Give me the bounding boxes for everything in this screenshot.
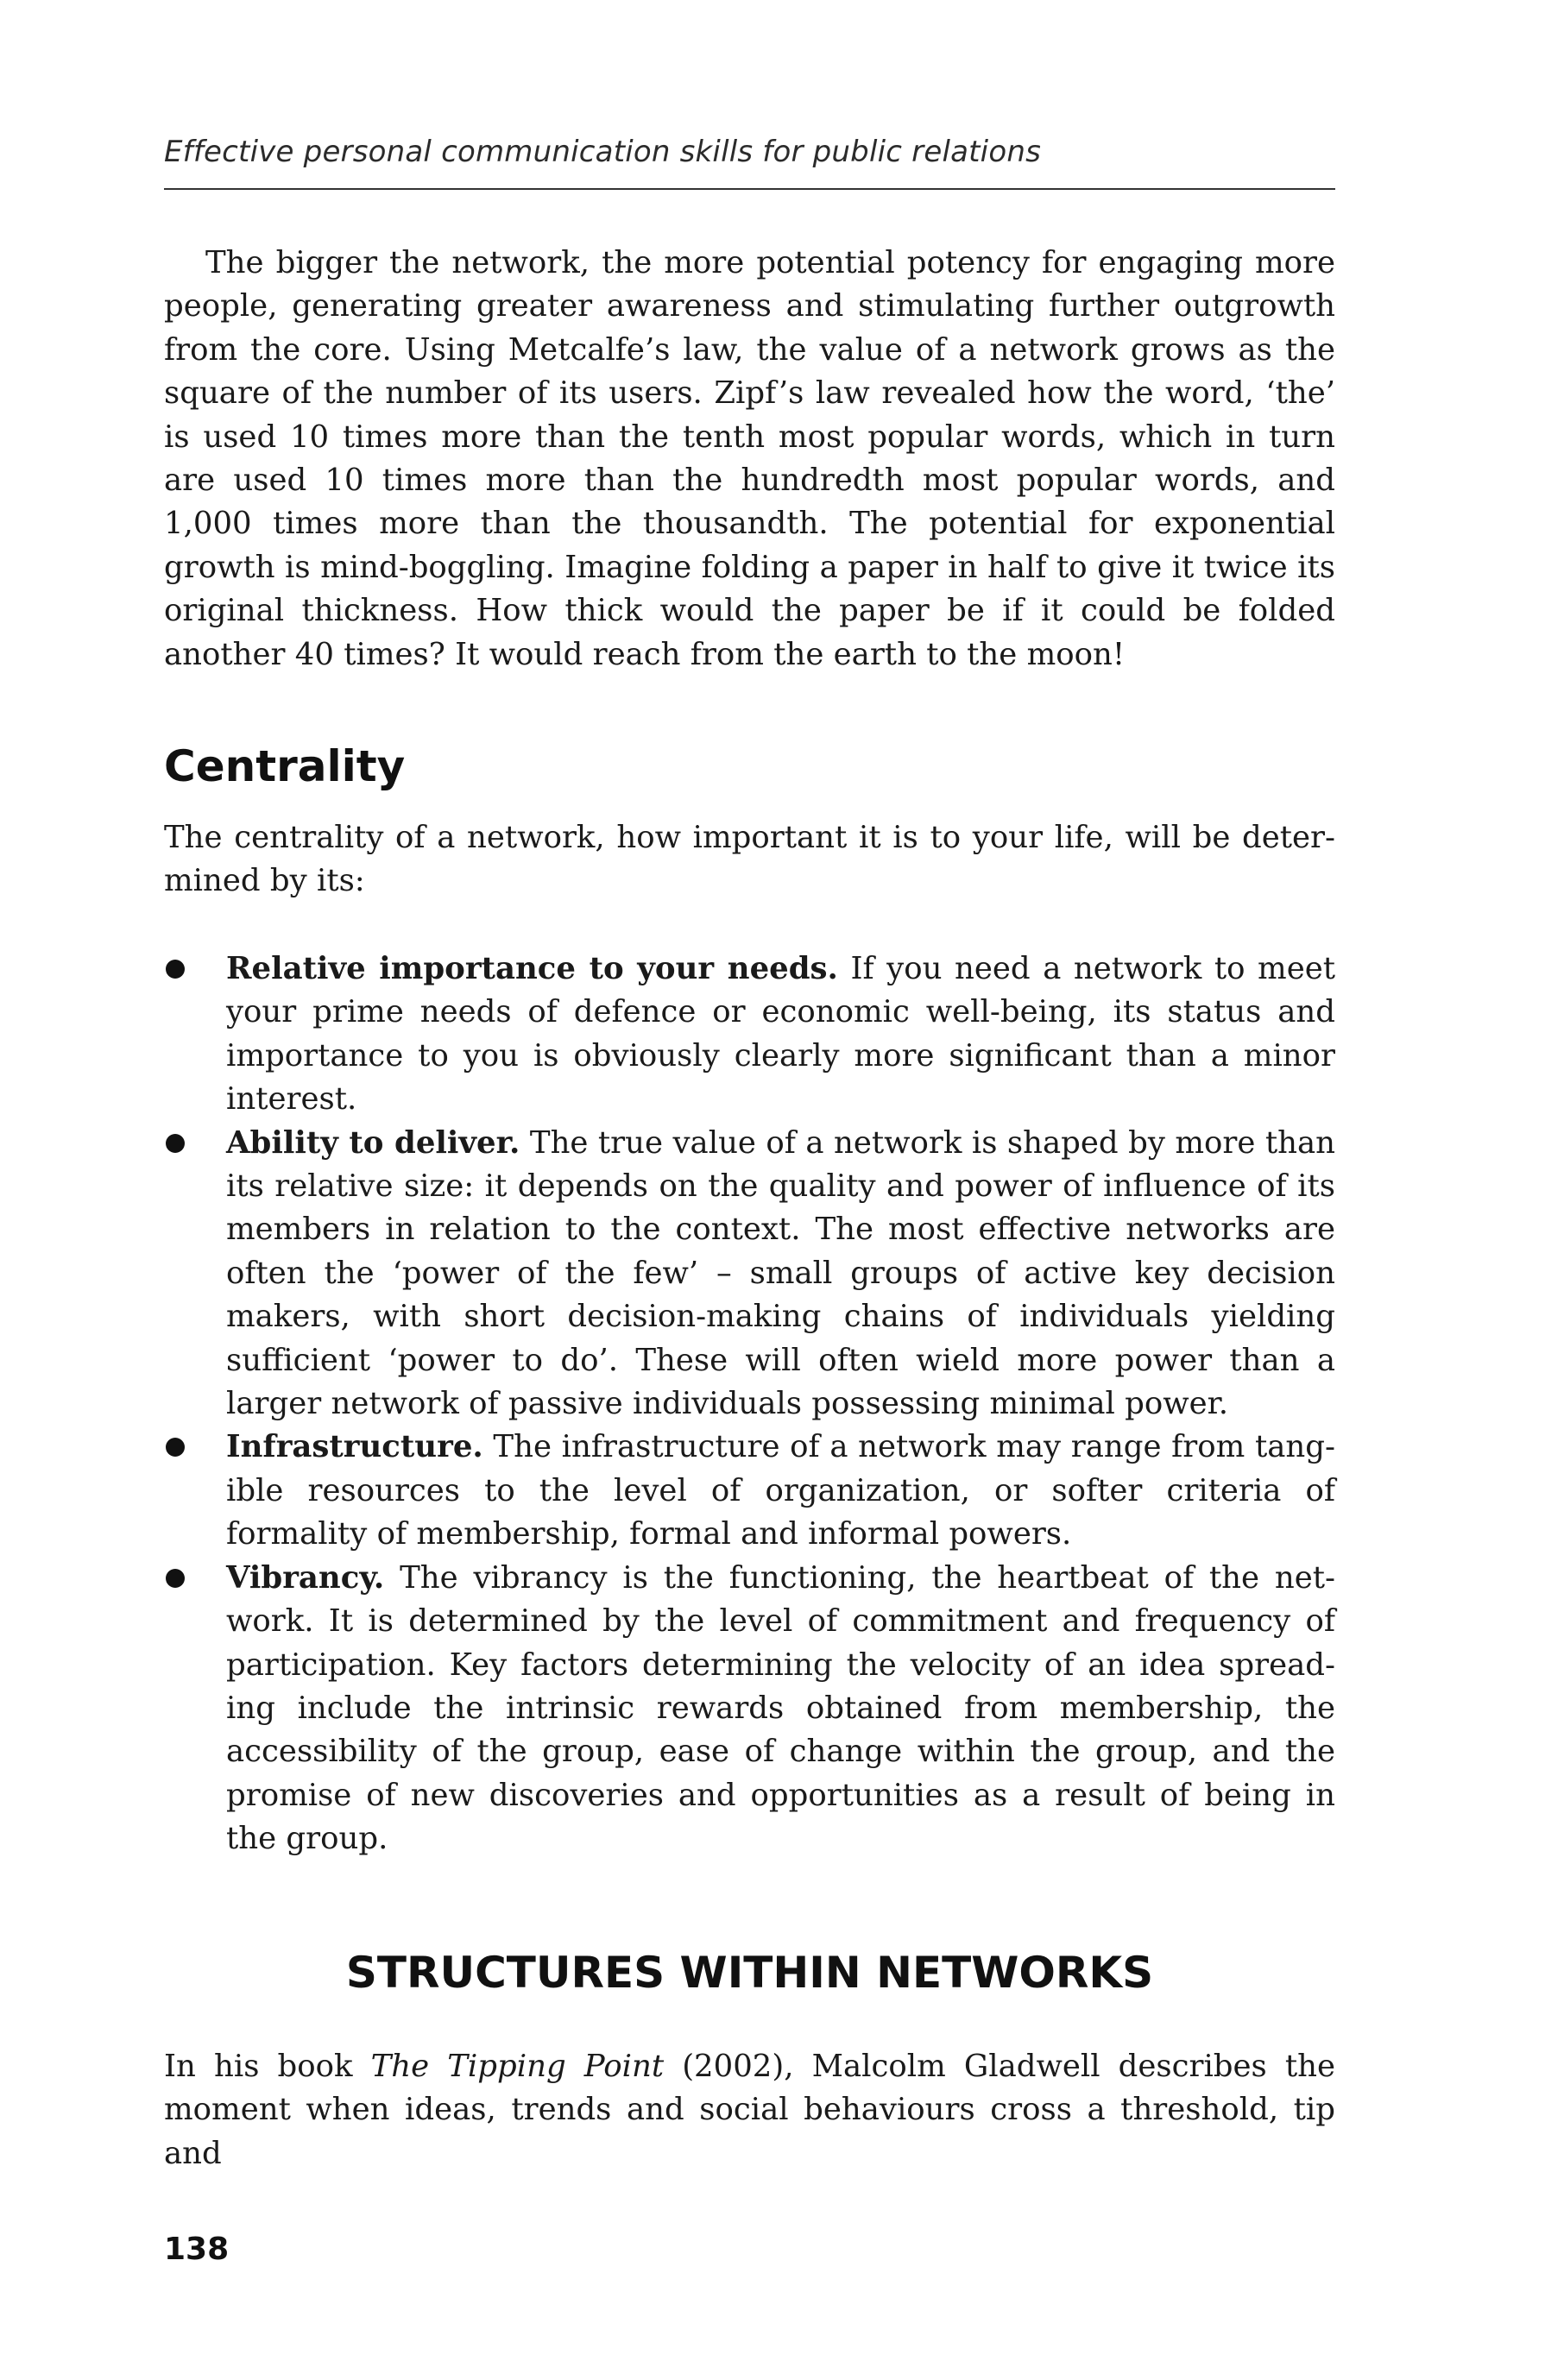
- page-number: 138: [164, 2232, 230, 2267]
- list-item: [164, 1122, 1335, 1426]
- list-item: [164, 1557, 1335, 1861]
- list-item-lead: Ability to deliver.: [226, 1124, 520, 1161]
- paragraph-network-growth: The bigger the network, the more potential potency for engaging more people, generating greater awareness and stimulating further outgrowth from the core. Using Metcalfe’s law, the value of a network grows as the square of the number of its users. Zipf’s law revealed how the word, ‘the’ is used 10 times more than the tenth most popular words, which in turn are used 10 times more than the hundredth most popular words, and 1,000 times more than the thousandth. The potential for exponential growth is mind-boggling. Imagine folding a paper in half to give it twice its original thickness. How thick would the paper be if it could be folded another 40 times? It would reach from the earth to the moon!: [164, 245, 1335, 672]
- bullet-icon: [166, 1438, 185, 1457]
- book-page: [164, 0, 1335, 2380]
- bullet-icon: [166, 1569, 185, 1588]
- header-rule: [164, 188, 1335, 190]
- paragraph-tipping-point: [164, 2045, 1335, 2175]
- paragraph-text-after: (2002), Malcolm Gladwell describes the moment when ideas, trends and social behaviours cross a threshold, tip and: [164, 2049, 1335, 2171]
- book-title: The Tipping Point: [370, 2049, 665, 2084]
- paragraph-text-before: In his book: [164, 2049, 371, 2084]
- centrality-factors-list: [164, 948, 1335, 1861]
- list-item-text: If you need a network to meet your prime needs of defence or economic well-being, its status and importance to you is obviously clearly more significant than a minor interest.: [226, 951, 1335, 1118]
- section-heading-centrality: Centrality: [164, 741, 406, 791]
- list-item-lead: Relative importance to your needs.: [226, 951, 838, 986]
- section-heading-structures: STRUCTURES WITHIN NETWORKS: [345, 1948, 1154, 1998]
- list-item-text: The infrastructure of a network may range from tangible resources to the level of organization, or softer criteria of formality of membership, formal and informal powers.: [226, 1429, 1335, 1552]
- bullet-icon: [166, 1134, 185, 1153]
- list-item-text: The true value of a network is shaped by more than its relative size: it depends on the quality and power of influence of its members in relation to the context. The most effective networks are often the ‘power of the few’ – small groups of active key decision makers, with short decision-making chains of individuals yielding sufficient ‘power to do’. These will often wield more power than a larger network of passive individuals possessing minimal power.: [226, 1124, 1335, 1422]
- running-head: Effective personal communication skills for public relations: [164, 135, 1041, 169]
- paragraph-centrality-intro: The centrality of a network, how important it is to your life, will be determined by its:: [164, 820, 1335, 899]
- bullet-icon: [166, 960, 185, 979]
- list-item-lead: Vibrancy.: [226, 1559, 385, 1596]
- list-item-text: The vibrancy is the functioning, the heartbeat of the network. It is determined by the level of commitment and frequency of participation. Key factors determining the velocity of an idea spreading include the intrinsic rewards obtained from membership, the accessibility of the group, ease of change within the group, and the promise of new discoveries and opportunities as a result of being in the group.: [226, 1559, 1335, 1857]
- list-item-lead: Infrastructure.: [226, 1429, 483, 1465]
- list-item: [164, 948, 1335, 1122]
- list-item: [164, 1426, 1335, 1556]
